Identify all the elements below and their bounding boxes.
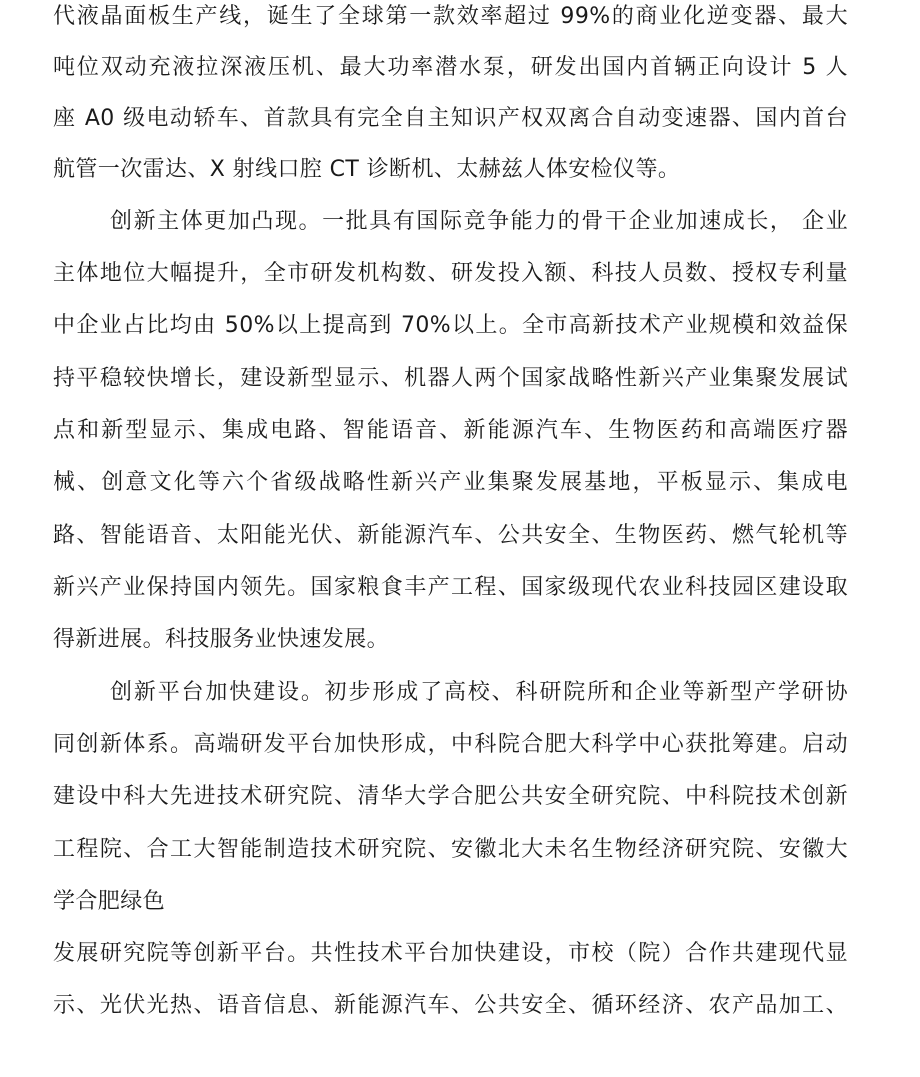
text-line-8: 持平稳较快增长，建设新型显示、机器人两个国家战略性新兴产业集聚发展试 <box>53 366 848 391</box>
text-line-19: 发展研究院等创新平台。共性技术平台加快建设，市校（院）合作共建现代显 <box>53 941 848 966</box>
text-line-9: 点和新型显示、集成电路、智能语音、新能源汽车、生物医药和高端医疗器 <box>53 418 848 443</box>
text-line-6: 主体地位大幅提升，全市研发机构数、研发投入额、科技人员数、授权专利量 <box>53 261 848 286</box>
text-line-4: 航管一次雷达、X 射线口腔 CT 诊断机、太赫兹人体安检仪等。 <box>53 157 681 182</box>
text-line-16: 建设中科大先进技术研究院、清华大学合肥公共安全研究院、中科院技术创新 <box>53 784 848 809</box>
text-line-2: 吨位双动充液拉深液压机、最大功率潜水泵，研发出国内首辆正向设计 5 人 <box>53 55 848 80</box>
text-line-12: 新兴产业保持国内领先。国家粮食丰产工程、国家级现代农业科技园区建设取 <box>53 575 848 600</box>
text-line-3: 座 A0 级电动轿车、首款具有完全自主知识产权双离合自动变速器、国内首台 <box>53 106 848 131</box>
paragraph-2-line-1: 创新主体更加凸现。一批具有国际竞争能力的骨干企业加速成长， 企业 <box>110 209 848 234</box>
text-line-18: 学合肥绿色 <box>53 889 166 914</box>
paragraph-3-line-1: 创新平台加快建设。初步形成了高校、科研院所和企业等新型产学研协 <box>110 680 848 705</box>
text-line-10: 械、创意文化等六个省级战略性新兴产业集聚发展基地，平板显示、集成电 <box>53 470 848 495</box>
text-line-1: 代液晶面板生产线，诞生了全球第一款效率超过 99%的商业化逆变器、最大 <box>53 4 848 29</box>
text-line-20: 示、光伏光热、语音信息、新能源汽车、公共安全、循环经济、农产品加工、 <box>53 993 848 1018</box>
text-line-13: 得新进展。科技服务业快速发展。 <box>53 627 390 652</box>
text-line-17: 工程院、合工大智能制造技术研究院、安徽北大未名生物经济研究院、安徽大 <box>53 837 848 862</box>
text-line-7: 中企业占比均由 50%以上提高到 70%以上。全市高新技术产业规模和效益保 <box>53 313 848 338</box>
text-line-15: 同创新体系。高端研发平台加快形成，中科院合肥大科学中心获批筹建。启动 <box>53 732 848 757</box>
text-line-11: 路、智能语音、太阳能光伏、新能源汽车、公共安全、生物医药、燃气轮机等 <box>53 523 848 548</box>
